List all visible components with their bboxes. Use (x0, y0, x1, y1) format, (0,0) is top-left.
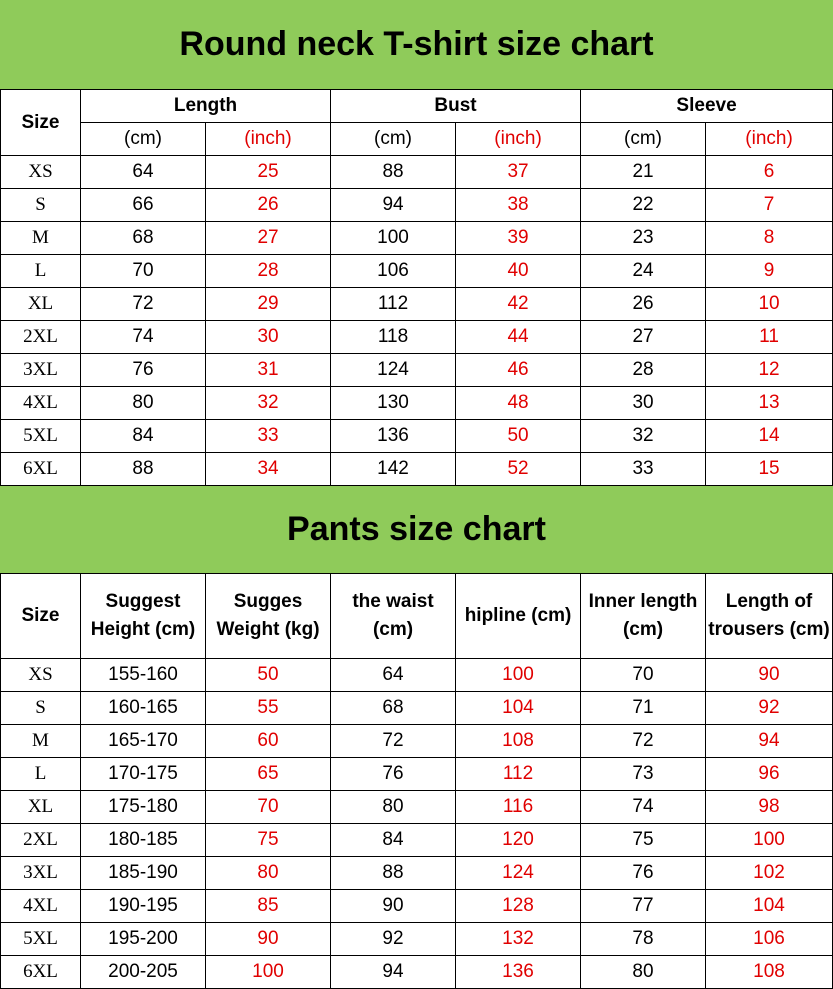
waist-cell: 80 (331, 791, 456, 824)
bust-inch-cell: 50 (456, 420, 581, 453)
waist-cell: 84 (331, 824, 456, 857)
size-cell: L (1, 255, 81, 288)
table-row (1, 890, 833, 923)
inner-length-header: Inner length (cm) (581, 574, 706, 659)
trousers-length-cell: 90 (706, 659, 833, 692)
inner-length-cell: 78 (581, 923, 706, 956)
sleeve-inch-cell: 14 (706, 420, 833, 453)
size-cell: XL (1, 288, 81, 321)
sleeve-cm-cell: 26 (581, 288, 706, 321)
sleeve-inch-cell: 13 (706, 387, 833, 420)
size-cell: 3XL (1, 354, 81, 387)
table-row (1, 189, 833, 222)
bust-cm-cell: 106 (331, 255, 456, 288)
suggest-height-cell: 165-170 (81, 725, 206, 758)
trousers-length-cell: 98 (706, 791, 833, 824)
bust-cm-cell: 124 (331, 354, 456, 387)
trousers-length-cell: 94 (706, 725, 833, 758)
bust-cm-cell: 94 (331, 189, 456, 222)
waist-cell: 94 (331, 956, 456, 989)
suggest-weight-cell: 65 (206, 758, 331, 791)
table-row (1, 725, 833, 758)
table-row (1, 354, 833, 387)
sleeve-cm-cell: 27 (581, 321, 706, 354)
length-cm-cell: 70 (81, 255, 206, 288)
sleeve-cm-unit: (cm) (581, 123, 706, 156)
bust-inch-cell: 38 (456, 189, 581, 222)
bust-cm-cell: 100 (331, 222, 456, 255)
bust-cm-cell: 112 (331, 288, 456, 321)
hipline-cell: 136 (456, 956, 581, 989)
bust-cm-cell: 88 (331, 156, 456, 189)
length-cm-cell: 64 (81, 156, 206, 189)
table-row (1, 659, 833, 692)
hipline-cell: 104 (456, 692, 581, 725)
sleeve-cm-cell: 24 (581, 255, 706, 288)
length-header: Length (81, 90, 331, 123)
inner-length-cell: 74 (581, 791, 706, 824)
suggest-height-cell: 160-165 (81, 692, 206, 725)
length-cm-cell: 80 (81, 387, 206, 420)
hipline-cell: 124 (456, 857, 581, 890)
bust-cm-cell: 130 (331, 387, 456, 420)
sleeve-cm-cell: 21 (581, 156, 706, 189)
sleeve-cm-cell: 32 (581, 420, 706, 453)
sleeve-inch-cell: 6 (706, 156, 833, 189)
trousers-length-header: Length of trousers (cm) (706, 574, 833, 659)
waist-cell: 90 (331, 890, 456, 923)
table-row (1, 321, 833, 354)
trousers-length-cell: 100 (706, 824, 833, 857)
waist-cell: 72 (331, 725, 456, 758)
waist-cell: 76 (331, 758, 456, 791)
suggest-weight-cell: 60 (206, 725, 331, 758)
sleeve-header: Sleeve (581, 90, 833, 123)
tshirt-chart-title: Round neck T-shirt size chart (0, 0, 833, 89)
table-row (1, 156, 833, 189)
sleeve-cm-cell: 28 (581, 354, 706, 387)
suggest-height-cell: 185-190 (81, 857, 206, 890)
inner-length-cell: 72 (581, 725, 706, 758)
sleeve-inch-cell: 12 (706, 354, 833, 387)
size-cell: XS (1, 659, 81, 692)
hipline-header: hipline (cm) (456, 574, 581, 659)
table-row (1, 824, 833, 857)
bust-inch-cell: 37 (456, 156, 581, 189)
size-cell: 6XL (1, 956, 81, 989)
size-cell: 3XL (1, 857, 81, 890)
size-cell: S (1, 189, 81, 222)
table-row (1, 923, 833, 956)
size-cell: S (1, 692, 81, 725)
trousers-length-cell: 104 (706, 890, 833, 923)
sleeve-inch-unit: (inch) (706, 123, 833, 156)
sleeve-inch-cell: 11 (706, 321, 833, 354)
table-row (1, 288, 833, 321)
size-cell: 5XL (1, 420, 81, 453)
size-cell: 6XL (1, 453, 81, 486)
length-cm-cell: 68 (81, 222, 206, 255)
inner-length-cell: 77 (581, 890, 706, 923)
length-cm-cell: 72 (81, 288, 206, 321)
size-cell: XL (1, 791, 81, 824)
length-cm-cell: 88 (81, 453, 206, 486)
size-cell: 4XL (1, 890, 81, 923)
waist-cell: 88 (331, 857, 456, 890)
inner-length-cell: 71 (581, 692, 706, 725)
sleeve-cm-cell: 22 (581, 189, 706, 222)
length-inch-cell: 29 (206, 288, 331, 321)
hipline-cell: 128 (456, 890, 581, 923)
suggest-height-cell: 200-205 (81, 956, 206, 989)
length-inch-cell: 34 (206, 453, 331, 486)
sleeve-inch-cell: 8 (706, 222, 833, 255)
table-row (1, 758, 833, 791)
pants-size-table (0, 573, 833, 989)
bust-inch-cell: 42 (456, 288, 581, 321)
trousers-length-cell: 92 (706, 692, 833, 725)
length-inch-cell: 26 (206, 189, 331, 222)
sleeve-cm-cell: 33 (581, 453, 706, 486)
table-row (1, 692, 833, 725)
bust-cm-cell: 118 (331, 321, 456, 354)
suggest-weight-cell: 80 (206, 857, 331, 890)
bust-header: Bust (331, 90, 581, 123)
trousers-length-cell: 108 (706, 956, 833, 989)
waist-cell: 92 (331, 923, 456, 956)
length-inch-cell: 33 (206, 420, 331, 453)
suggest-weight-cell: 75 (206, 824, 331, 857)
table-row (1, 255, 833, 288)
sleeve-inch-cell: 7 (706, 189, 833, 222)
pants-size-header: Size (1, 574, 81, 659)
table-row (1, 222, 833, 255)
length-cm-cell: 76 (81, 354, 206, 387)
bust-inch-cell: 39 (456, 222, 581, 255)
tshirt-size-table (0, 89, 833, 486)
suggest-weight-cell: 85 (206, 890, 331, 923)
inner-length-cell: 75 (581, 824, 706, 857)
suggest-height-cell: 195-200 (81, 923, 206, 956)
suggest-height-cell: 190-195 (81, 890, 206, 923)
pants-chart-title: Pants size chart (0, 486, 833, 573)
size-cell: 2XL (1, 321, 81, 354)
suggest-height-cell: 170-175 (81, 758, 206, 791)
bust-cm-cell: 142 (331, 453, 456, 486)
bust-inch-cell: 46 (456, 354, 581, 387)
size-cell: M (1, 725, 81, 758)
sleeve-cm-cell: 30 (581, 387, 706, 420)
bust-cm-unit: (cm) (331, 123, 456, 156)
length-cm-cell: 84 (81, 420, 206, 453)
bust-inch-unit: (inch) (456, 123, 581, 156)
length-inch-cell: 28 (206, 255, 331, 288)
suggest-height-cell: 155-160 (81, 659, 206, 692)
table-row (1, 453, 833, 486)
length-inch-cell: 27 (206, 222, 331, 255)
bust-inch-cell: 44 (456, 321, 581, 354)
bust-cm-cell: 136 (331, 420, 456, 453)
inner-length-cell: 76 (581, 857, 706, 890)
size-cell: 4XL (1, 387, 81, 420)
table-row (1, 420, 833, 453)
length-inch-cell: 25 (206, 156, 331, 189)
suggest-weight-cell: 50 (206, 659, 331, 692)
bust-inch-cell: 40 (456, 255, 581, 288)
trousers-length-cell: 96 (706, 758, 833, 791)
table-row (1, 791, 833, 824)
trousers-length-cell: 106 (706, 923, 833, 956)
waist-cell: 68 (331, 692, 456, 725)
suggest-height-cell: 175-180 (81, 791, 206, 824)
sleeve-inch-cell: 15 (706, 453, 833, 486)
length-cm-unit: (cm) (81, 123, 206, 156)
inner-length-cell: 70 (581, 659, 706, 692)
hipline-cell: 132 (456, 923, 581, 956)
length-inch-cell: 31 (206, 354, 331, 387)
size-cell: M (1, 222, 81, 255)
suggest-height-cell: 180-185 (81, 824, 206, 857)
table-row (1, 387, 833, 420)
size-cell: L (1, 758, 81, 791)
waist-header: the waist (cm) (331, 574, 456, 659)
size-cell: 2XL (1, 824, 81, 857)
hipline-cell: 100 (456, 659, 581, 692)
suggest-weight-cell: 55 (206, 692, 331, 725)
sleeve-inch-cell: 10 (706, 288, 833, 321)
suggest-weight-header: Sugges Weight (kg) (206, 574, 331, 659)
hipline-cell: 112 (456, 758, 581, 791)
inner-length-cell: 80 (581, 956, 706, 989)
suggest-weight-cell: 70 (206, 791, 331, 824)
hipline-cell: 120 (456, 824, 581, 857)
size-header: Size (1, 90, 81, 156)
length-cm-cell: 66 (81, 189, 206, 222)
bust-inch-cell: 48 (456, 387, 581, 420)
table-row (1, 956, 833, 989)
waist-cell: 64 (331, 659, 456, 692)
size-cell: 5XL (1, 923, 81, 956)
table-row (1, 857, 833, 890)
length-inch-unit: (inch) (206, 123, 331, 156)
hipline-cell: 108 (456, 725, 581, 758)
suggest-height-header: Suggest Height (cm) (81, 574, 206, 659)
suggest-weight-cell: 90 (206, 923, 331, 956)
length-inch-cell: 32 (206, 387, 331, 420)
size-cell: XS (1, 156, 81, 189)
suggest-weight-cell: 100 (206, 956, 331, 989)
length-inch-cell: 30 (206, 321, 331, 354)
trousers-length-cell: 102 (706, 857, 833, 890)
hipline-cell: 116 (456, 791, 581, 824)
bust-inch-cell: 52 (456, 453, 581, 486)
sleeve-inch-cell: 9 (706, 255, 833, 288)
length-cm-cell: 74 (81, 321, 206, 354)
inner-length-cell: 73 (581, 758, 706, 791)
sleeve-cm-cell: 23 (581, 222, 706, 255)
